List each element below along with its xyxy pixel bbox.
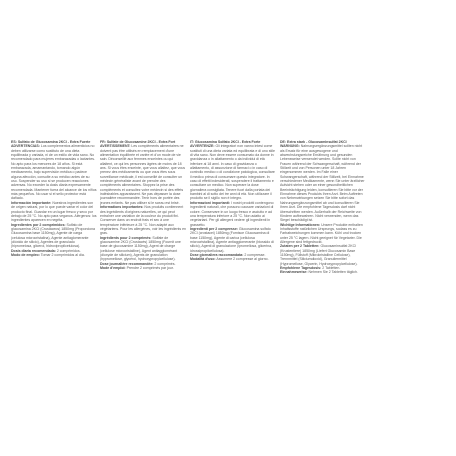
mode-heading: Mode d'emploi: xyxy=(100,265,126,270)
column-title: ES: Sulfato de Glucosamina 2KCl - Extra Fuerte xyxy=(11,140,91,144)
warning-heading: AVERTISSEMENT: xyxy=(100,144,131,149)
column-title: FR: Sulfate de Glucosamine 2KCl - Extra Fort xyxy=(100,140,176,144)
mode-text: Assumere 2 compresse al giorno. xyxy=(216,257,269,262)
ingredients-heading: Ingredienti per 2 compresse: xyxy=(190,226,238,231)
warning-heading: WARNUNG: xyxy=(280,144,300,149)
ingredients-text: Sulfate de glucosamine 2KCl (Crustacés) 1850mg (Fournit une base de glucosamine 1150mg), Agent de charge (cellulose microcristalline), Agent antiagglomérant (dioxyde de silicium), Agents de granulation (hypromellose, glycérol, hydroxypropylcellulose). xyxy=(100,235,181,262)
column-spanish xyxy=(11,140,97,360)
mode-heading: Modalità d'uso: xyxy=(190,257,216,262)
mode-heading: Modo de empleo: xyxy=(11,252,40,257)
ingredients-heading: Ingredientes por 2 comprimidos: xyxy=(11,222,66,227)
warning-text: Los complementos alimenticios no deben utilizarse como sustituto de una dieta equilibrada y variada, ni de un estilo de vida sano. No recomendado para mujeres embarazadas o lactantes. No apto para los menores de 18 años. Si está embarazada, amamantando, tomando algún medicamento, bajo supervisión médica o padece alguna afección, consulte a su médico antes de su uso. Suspender su uso si se producen reacciones adversas. No exceder la dosis diaria expresamente recomendada. Mantener fuera del alcance de los niños más pequeños. No usar si el sello protector está dañado. xyxy=(11,144,97,201)
label-text-panel xyxy=(0,140,456,360)
warning-text: Gli integratori non vanno intesi come sostituti di una dieta variata ed equilibrata e di uno stile di vita sano. Non deve essere consumato da donne in gravidanza o in allattamento o da individui di età inferiore ai 18 anni. In caso di gravidanza o allattamento, di assunzione di farmaci o in caso di controllo medico o di condizione patologica, consultare il medico prima di consumare questo integratore. In caso di effetti indesiderati, sospendere il trattamento e consultare un medico. Non superare la dose giornaliera consigliata. Tenere fuori dalla portata dei bambini al di sotto dei tre anni di età. Non utilizzare il prodotto se il sigillo non è integro. xyxy=(190,144,275,201)
dose-heading: Dosis diaria recomendada: xyxy=(11,248,56,253)
dose-text: 2 Tabletten. xyxy=(322,265,341,270)
dose-heading: Dose journalière recommandée: xyxy=(100,261,154,266)
info-text: I nostri prodotti contengono ingredienti naturali, che possono causare variazioni di colore. Conservare in un luogo fresco e asciutto e ad una temperatura inferiore a 25 °C. Non adatto ai vegetariani. Per gli allergeni vedere gli ingredienti in grassetto. xyxy=(190,200,274,227)
column-german xyxy=(280,140,366,360)
info-heading: Informations importantes: xyxy=(100,205,144,210)
mode-text: Prendre 2 comprimés par jour. xyxy=(126,265,174,270)
info-text: Nuestros ingredientes son de origen natural, por lo que puede variar el color del producto final. Guardar en un lugar fresco y seco por debajo de 25 °C. No apto para veganos. Alérgenos: los ingredientes aparecen en negrita. xyxy=(11,200,97,223)
mode-text: Nehmen Sie 2 Tabletten täglich. xyxy=(308,270,358,275)
mode-text: Tomar 2 comprimidos al día. xyxy=(40,252,85,257)
ingredients-heading: Ingrédients pour 2 comprimés: xyxy=(100,235,152,240)
dose-text: 2 compresse. xyxy=(244,252,266,257)
column-french xyxy=(100,140,186,360)
column-italian xyxy=(190,140,276,360)
info-text: Nos produits contiennent des ingrédients d'origines naturelles, ce qui peut entraîner une variation de la couleur du produit fini. Conserver dans un endroit frais et sec à une température inférieure à 25 °C. Non adapté aux végétariens. Pour les allergènes, voir les ingrédients en gras. xyxy=(100,205,186,236)
info-heading: Información importante: xyxy=(11,200,52,205)
ingredients-heading: Zutaten per 2 Tabletten: xyxy=(280,244,320,249)
warning-heading: ADVERTENCIAS: xyxy=(11,144,40,149)
dose-text: 2 comprimidos. xyxy=(56,248,81,253)
dose-heading: Empfohlene Tagesdosis: xyxy=(280,265,322,270)
warning-text: Nahrungsergänzungsmittel sollten nicht als Ersatz für eine ausgewogene und abwechslungsreiche Ernährung und gesunden Lebensweise verwendet werden. Sollte nicht von Frauen während der Schwangerschaft, während der Stillzeit und von Personen unter 18 Jahren eingenommen werden. Im Falle einer Schwangerschaft, während der Stillzeit, bei Einnahme verschiedener Medikamente, wenn Sie unter ärztlicher Aufsicht stehen oder an einer gesundheitlichen Beeinträchtigung leiden, konsultieren Sie bitte vor der Einnahme dieses Produkts Ihren Arzt. Beim Auftreten von Nebenwirkungen setzen Sie bitte sofort das Nahrungsergänzungsmittel ab und konsultieren Sie Ihren Arzt. Die empfohlene Tagesdosis darf nicht überschritten werden. Außerhalb der Reichweite von Kindern aufbewahren. Nicht verwenden, wenn das Siegel beschädigt ist. xyxy=(280,144,365,223)
dose-heading: Dose giornaliera raccomandata: xyxy=(190,252,244,257)
column-title: DE: Extra stark - Glucosaminsulfat 2KCl xyxy=(280,140,347,144)
mode-heading: Einnahmeweise: xyxy=(280,270,308,275)
warning-text: Les compléments alimentaires ne doivent pas être utilisés en remplacement d'une alimentation équilibrée et variée et d'un mode de vie sain. Déconseillé aux femmes enceintes ou qui allaitent, ce qui les personnes âgées de moins de 18 ans. Si vous êtes enceinte, que vous allaitez, que vous prenez des médicaments ou que vous êtes sous surveillance médicale, il est conseillé de consulter un médecin généraliste avant de prendre des compléments alimentaires. Stoppez la prise des compléments et consultez votre médecin si des effets indésirables apparaissent. Ne pas dépasser la dose journalière recommandée. Tenir hors de portée des jeunes enfants. Ne pas utiliser si le sceau est brisé. xyxy=(100,144,186,205)
ingredients-text: Glucosamina solfato 2KCl (crostacei) 1850mg (Fornisce Glucosamina di base 1150mg), Agente di carica (cellulosa microcristallina), Agente antiagglomerante (biossido di silicio), Agenti di granulazione (ipromellosa, glicerina, idrossipropilcellulosa). xyxy=(190,226,274,253)
column-title: IT: Glucosamina Solfato 2KCl - Extra Forte xyxy=(190,140,261,144)
info-heading: Informazioni importanti: xyxy=(190,200,231,205)
info-heading: Wichtige Informationen: xyxy=(280,222,321,227)
ingredients-text: Sulfato de glucosamina 2KCl (Crustáceos) 1850mg (Proporciona Glucosamina base 1150mg), Agente de carga (celulosa microcristalina), Agente antiaglomerante (dióxido de silicio), Agentes de granulado (hipromelosa, glicerol, hidroxipropilcelulosa). xyxy=(11,222,95,249)
warning-heading: AVVERTENZE: xyxy=(190,144,215,149)
info-text: Unsere Produkte enthalten Inhaltsstoffe natürlichen Ursprungs, sodass es zu Farbabweichungen kommen kann. Kühl und trocken unter 25 °C lagern. Nicht geeignet für Vegetarier. Die Allergene sind fettgedruckt. xyxy=(280,222,363,244)
ingredients-text: Glucosaminsulfat 2KCl (Krustentiere) 1850mg (Liefert Glucosamin Base 1150mg), Füllstoff (Mikrokristalline Cellulose), Trennmittel (Siliciumdioxid), Granuliermittel (Hypromellose, Glycerin, Hydroxypropylcellulose). xyxy=(280,244,358,266)
dose-text: 2 comprimés. xyxy=(154,261,176,266)
